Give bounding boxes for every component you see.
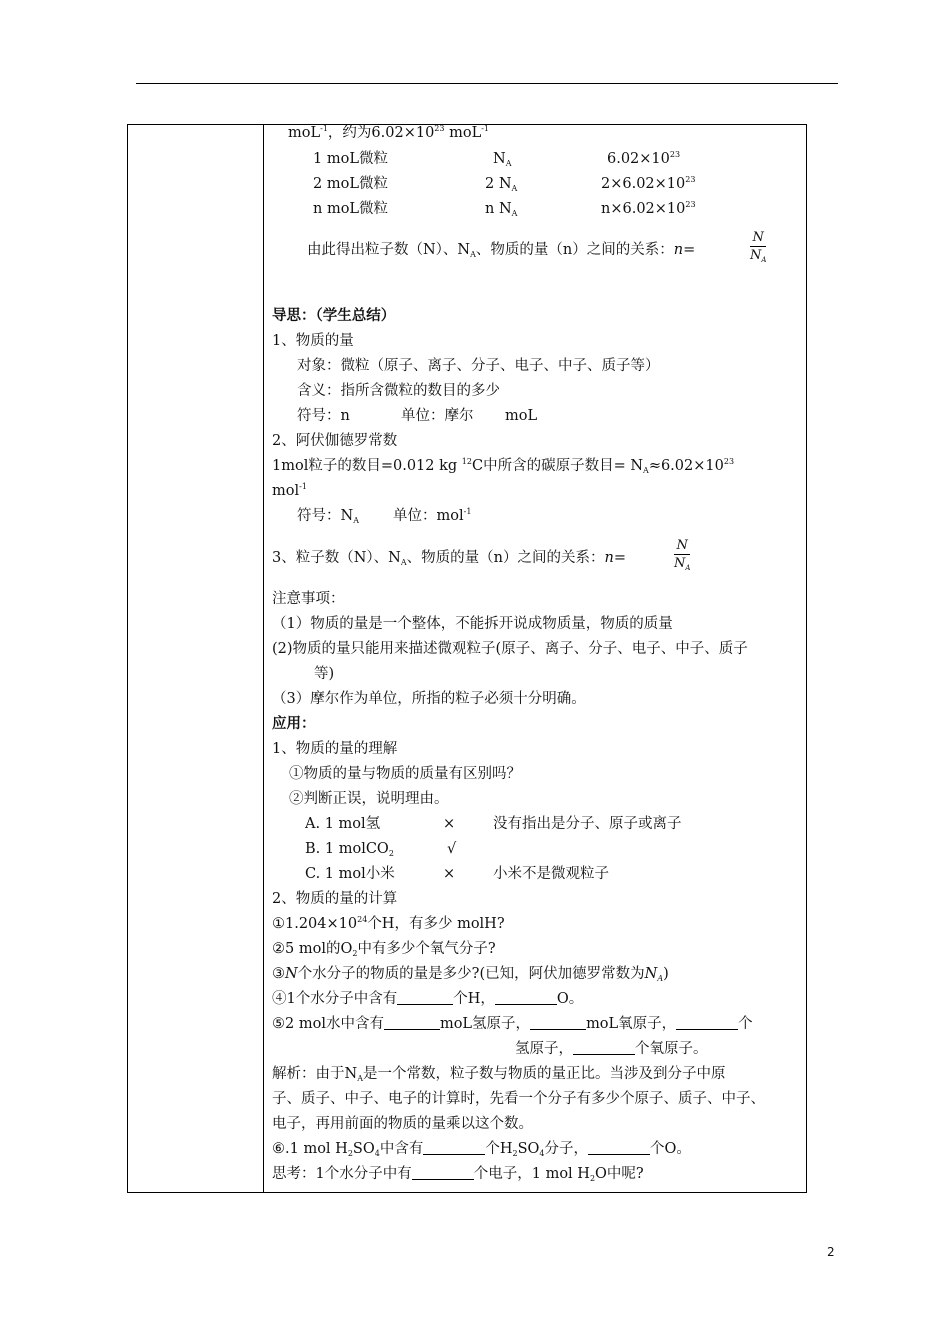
text: ②5 mol的O [272, 941, 353, 957]
text: ①1.204×10 [272, 916, 358, 932]
sub: 2 [347, 1149, 353, 1158]
text: 个O。 [650, 1141, 691, 1157]
judge-item [305, 840, 394, 858]
calc-question-5 [272, 1015, 753, 1033]
sub: A [643, 466, 649, 475]
text: N [644, 966, 658, 982]
summary-text: 对象：微粒（原子、离子、分子、电子、中子、质子等） [297, 358, 660, 374]
particle-row-1 [272, 150, 792, 168]
answer-blank[interactable] [384, 1015, 440, 1030]
avogadro-symbol-line [297, 507, 717, 525]
text: B. 1 molCO [305, 841, 389, 857]
text: O中呢? [595, 1166, 644, 1182]
text: 个H [485, 1141, 513, 1157]
formula-lhs: n= [673, 242, 696, 258]
row-col-3 [607, 150, 680, 168]
text: moL [444, 125, 482, 141]
calc-question-5-wrap [515, 1040, 708, 1058]
text: 2×6.02×10 [601, 176, 686, 192]
summary-text: 含义：指所含微粒的数目的多少 [297, 383, 500, 399]
sup: 24 [357, 915, 368, 924]
text: moL [288, 125, 321, 141]
text: 符号：N [297, 508, 354, 524]
summary-item-title: 1、物质的量 [272, 333, 354, 349]
text: ③ [272, 966, 285, 982]
sub: A [511, 209, 518, 218]
text: ⑥.1 mol H [272, 1141, 348, 1157]
question: ②判断正误，说明理由。 [289, 791, 449, 807]
sub: 4 [374, 1149, 380, 1158]
judge-mark: × [443, 816, 456, 832]
calc-question-4 [272, 990, 583, 1008]
table-column-divider [263, 124, 264, 1193]
sup: 23 [669, 150, 681, 159]
answer-blank[interactable] [412, 1165, 474, 1180]
text: 个H， [453, 991, 495, 1007]
section-heading-summary: 导思：（学生总结） [272, 307, 396, 324]
avogadro-definition [272, 457, 734, 475]
text: ④1个水分子中含有 [272, 991, 398, 1007]
text: n N [485, 201, 512, 217]
answer-blank[interactable] [530, 1015, 586, 1030]
text: 3、粒子数（N）、N [272, 550, 401, 566]
text: 个H，有多少 molH? [367, 916, 505, 932]
row-col-2 [485, 200, 517, 218]
text: N [750, 248, 762, 263]
note-item: （3）摩尔作为单位，所指的粒子必须十分明确。 [272, 691, 586, 707]
sup: -1 [320, 124, 328, 133]
sub: A [470, 250, 476, 259]
sub: A [357, 1074, 363, 1083]
sup: -1 [299, 482, 307, 491]
sub: 2 [352, 949, 358, 958]
sub: A [761, 256, 767, 264]
row-col-2 [485, 175, 517, 193]
summary-symbol-line [297, 407, 717, 425]
text: n×6.02×10 [601, 201, 686, 217]
text: 氢原子， [515, 1041, 573, 1057]
text: 6.02×10 [607, 151, 670, 167]
particle-row-3 [272, 200, 792, 218]
text: 解析：由于N [272, 1066, 358, 1082]
text: N [493, 151, 506, 167]
relation-line-2 [272, 549, 626, 567]
judge-mark: × [443, 866, 456, 882]
analysis-line: 电子，再用前面的物质的量乘以这个数。 [272, 1116, 533, 1132]
judge-row [272, 865, 792, 883]
text: 是一个常数，粒子数与物质的量正比。当涉及到分子中原 [362, 1066, 726, 1082]
row-col-3 [601, 200, 696, 218]
formula-denominator [750, 247, 766, 265]
note-item: （1）物质的量是一个整体，不能拆开说成物质量，物质的质量 [272, 616, 673, 632]
sub: 4 [539, 1149, 545, 1158]
text [393, 507, 471, 525]
text: ，约为6.02×10 [327, 125, 435, 141]
analysis-line: 子、质子、中子、电子的计算时，先看一个分子有多少个原子、质子、中子、 [272, 1091, 765, 1107]
text: N [285, 966, 298, 982]
text: O。 [556, 991, 584, 1007]
text: SO [352, 1141, 375, 1157]
answer-blank[interactable] [423, 1140, 485, 1155]
answer-blank[interactable] [573, 1040, 635, 1055]
note-item: (2)物质的量只能用来描述微观粒子(原子、离子、分子、电子、中子、质子 [272, 641, 748, 657]
question: ①物质的量与物质的质量有区别吗？ [289, 766, 521, 782]
judge-row [272, 815, 792, 833]
judge-item: C. 1 mol小米 [305, 866, 395, 882]
calc-question-1 [272, 915, 505, 933]
text: 符号：n [297, 408, 350, 424]
application-item-title: 1、物质的量的理解 [272, 741, 398, 757]
row-col-1: 1 moL微粒 [313, 151, 388, 167]
header-rule [136, 83, 838, 84]
text: 中含有 [379, 1141, 424, 1157]
judge-item: A. 1 mol氢 [305, 816, 381, 832]
answer-blank[interactable] [588, 1140, 650, 1155]
text: 个 [738, 1016, 753, 1032]
answer-blank[interactable] [495, 990, 557, 1005]
sup: 23 [723, 457, 735, 466]
sub: A [353, 516, 359, 525]
formula-lhs: n= [604, 550, 626, 566]
text: 2 N [485, 176, 512, 192]
answer-blank[interactable] [676, 1015, 738, 1030]
row-col-2 [493, 150, 511, 168]
text: 个电子，1 mol H [473, 1166, 590, 1182]
calc-question-3 [272, 965, 669, 983]
calc-question-6 [272, 1140, 691, 1158]
text: moL氢原子， [439, 1016, 531, 1032]
text: 个氧原子。 [635, 1041, 708, 1057]
answer-blank[interactable] [397, 990, 453, 1005]
sup: 12 [461, 457, 472, 466]
particle-row-2 [272, 175, 792, 193]
text: C中所含的碳原子数目= N [471, 458, 644, 474]
judge-row [272, 840, 792, 858]
think-question [272, 1165, 644, 1183]
text: 单位：摩尔 [401, 408, 474, 424]
judge-mark: √ [447, 841, 457, 857]
calc-question-2 [272, 940, 496, 958]
text: 1mol粒子的数目=0.012 kg [272, 458, 462, 474]
section-heading-application: 应用： [272, 715, 316, 732]
text: 、物质的量（n）之间的关系： [475, 242, 674, 258]
text: 中有多少个氧气分子? [357, 941, 496, 957]
text: ≈6.02×10 [648, 458, 724, 474]
sub: A [505, 159, 512, 168]
formula-numerator: N [750, 230, 766, 247]
formula-fraction [750, 230, 766, 265]
sup: 23 [685, 200, 696, 209]
sub: A [400, 558, 407, 567]
text: 思考：1个水分子中有 [272, 1166, 412, 1182]
formula-fraction-2 [674, 538, 690, 573]
page-number: 2 [827, 1245, 835, 1259]
text: 由此得出粒子数（N）、N [307, 242, 471, 258]
text: SO [517, 1141, 540, 1157]
sub: 2 [589, 1174, 596, 1183]
text: 个水分子的物质的量是多少?(已知，阿伏加德罗常数为 [297, 966, 645, 982]
formula-numerator: N [674, 538, 690, 555]
judge-reason: 小米不是微观粒子 [493, 866, 609, 882]
sup: 23 [434, 124, 445, 133]
sub: A [685, 564, 691, 572]
text: mol [272, 483, 300, 499]
text: ⑤2 mol水中含有 [272, 1016, 384, 1032]
text: moL [505, 408, 538, 424]
text: 分子， [544, 1141, 589, 1157]
text: moL氧原子， [586, 1016, 677, 1032]
avogadro-unit-wrap [272, 482, 307, 500]
sub: 2 [512, 1149, 518, 1158]
row-col-1: 2 moL微粒 [313, 176, 388, 192]
row-col-1: n moL微粒 [313, 201, 389, 217]
text: N [674, 556, 686, 571]
text: 、物质的量（n）之间的关系： [406, 550, 605, 566]
row-col-3 [601, 175, 695, 193]
note-item-wrap: 等) [314, 666, 335, 682]
formula-denominator [674, 555, 690, 573]
text: 单位：mol [393, 508, 464, 524]
notes-heading: 注意事项： [272, 591, 345, 607]
analysis-line [272, 1065, 725, 1083]
relation-line [307, 241, 695, 259]
sub: A [511, 184, 518, 193]
sup: 23 [685, 175, 696, 184]
text: ) [663, 966, 669, 982]
sup: -1 [463, 507, 472, 516]
sub: A [657, 974, 664, 983]
sup: -1 [481, 124, 489, 133]
application-item-title: 2、物质的量的计算 [272, 891, 398, 907]
judge-reason: 没有指出是分子、原子或离子 [493, 816, 682, 832]
sub: 2 [388, 849, 394, 858]
summary-item-title: 2、阿伏伽德罗常数 [272, 433, 398, 449]
unit-line [288, 124, 489, 142]
